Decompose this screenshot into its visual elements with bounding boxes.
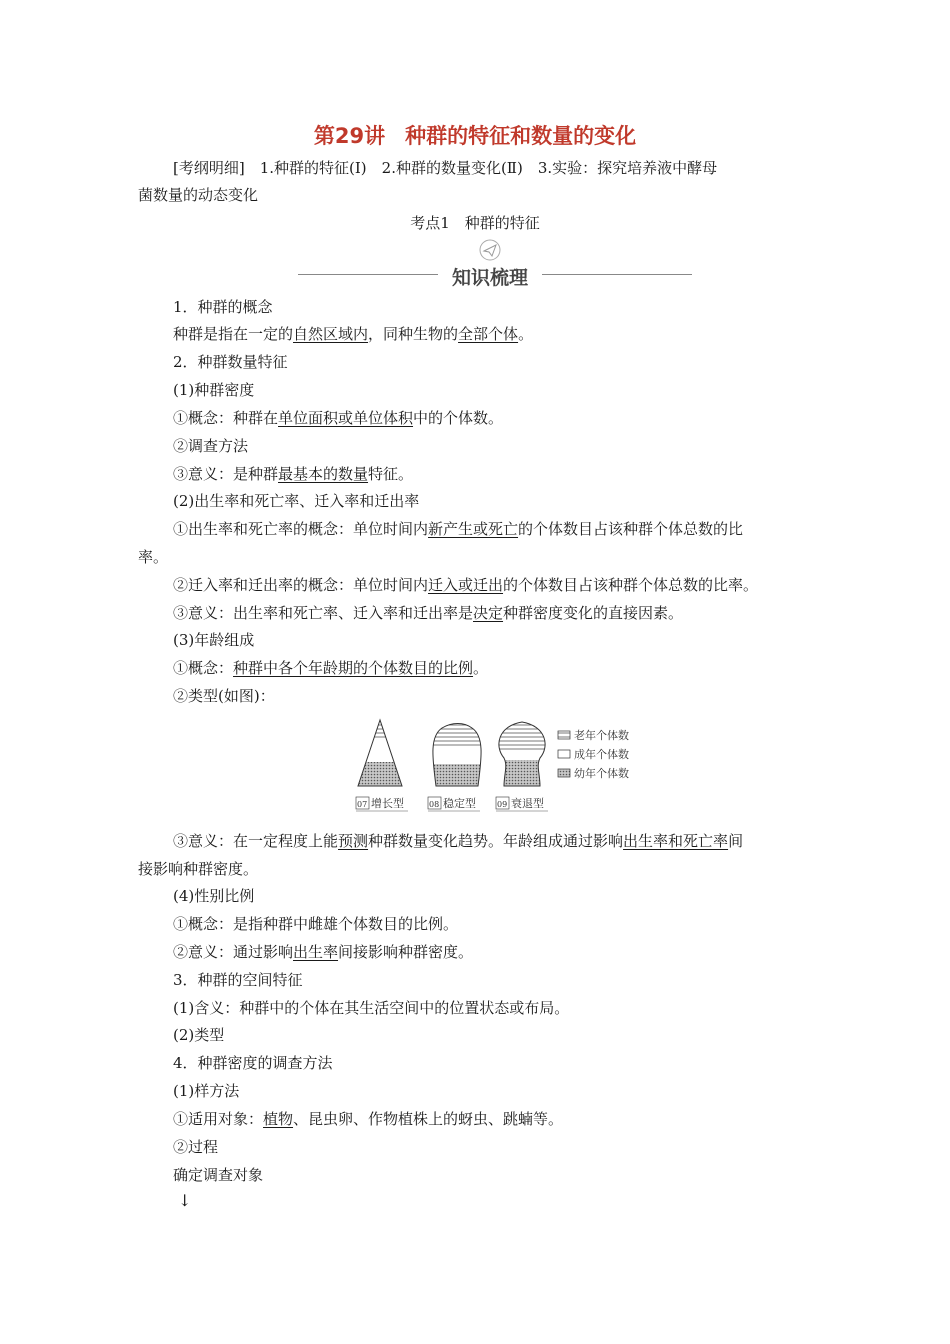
paragraph: ③意义：出生率和死亡率、迁入率和迁出率是决定种群密度变化的直接因素。: [173, 604, 684, 622]
paragraph: ②迁入率和迁出率的概念：单位时间内迁入或迁出的个体数目占该种群个体总数的比率。: [173, 576, 759, 594]
heading-4: 4．种群密度的调查方法: [173, 1054, 333, 1072]
down-arrow-icon: ↓: [178, 1191, 192, 1210]
figure-legend: [558, 728, 629, 780]
answer-blank: 出生率和死亡率: [623, 832, 729, 850]
paragraph: ①概念：种群中各个年龄期的个体数目的比例。: [173, 659, 489, 677]
legend-young: 幼年个体数: [574, 767, 629, 780]
label-declining: 衰退型: [511, 797, 544, 810]
heading-rule-left: [298, 274, 438, 275]
answer-blank: 最基本的数量: [278, 465, 369, 483]
paragraph: ②调查方法: [173, 437, 249, 455]
heading-rule-right: [542, 274, 692, 275]
paragraph: ②意义：通过影响出生率间接影响种群密度。: [173, 943, 474, 961]
svg-text:09: 09: [497, 800, 508, 809]
answer-blank: 全部个体: [458, 325, 519, 343]
paragraph: ①概念：种群在单位面积或单位体积中的个体数。: [173, 409, 504, 427]
point-title: 考点1 种群的特征: [410, 214, 540, 232]
paragraph: (1)含义：种群中的个体在其生活空间中的位置状态或布局。: [173, 999, 570, 1017]
heading-1: 1．种群的概念: [173, 298, 273, 316]
answer-blank: 种群中各个年龄期的个体数目的比例: [233, 659, 474, 677]
heading-3: 3．种群的空间特征: [173, 971, 303, 989]
syllabus-line-1: [考纲明细] 1.种群的特征(Ⅰ) 2.种群的数量变化(Ⅱ) 3.实验：探究培养液中酵母: [173, 159, 718, 177]
heading-2: 2．种群数量特征: [173, 353, 288, 371]
svg-text:07: 07: [357, 800, 368, 809]
subheading: (3)年龄组成: [173, 631, 255, 649]
syllabus-line-2: 菌数量的动态变化: [138, 186, 259, 204]
legend-old: 老年个体数: [574, 729, 629, 742]
lesson-topic: 种群的特征和数量的变化: [405, 124, 637, 148]
answer-blank: 决定: [473, 604, 504, 622]
lesson-number: 第29讲: [313, 124, 386, 148]
subheading: (1)种群密度: [173, 381, 255, 399]
answer-blank: 自然区域内: [293, 325, 369, 343]
label-stable: 稳定型: [443, 797, 476, 810]
paragraph-continued: 接影响种群密度。: [138, 860, 259, 878]
label-growth: 增长型: [371, 797, 404, 810]
paper-plane-icon: [478, 239, 502, 261]
subheading: (2)类型: [173, 1026, 225, 1044]
paragraph-continued: 率。: [138, 548, 169, 566]
paragraph: ①概念：是指种群中雌雄个体数目的比例。: [173, 915, 459, 933]
answer-blank: 新产生或死亡: [428, 520, 519, 538]
figure-labels: [356, 796, 548, 811]
svg-text:08: 08: [429, 800, 440, 809]
section-heading-bar: [0, 263, 950, 287]
paragraph: ③意义：是种群最基本的数量特征。: [173, 465, 414, 483]
age-structure-figure: [352, 716, 652, 816]
legend-adult: 成年个体数: [574, 748, 629, 761]
paragraph: ②过程: [173, 1138, 219, 1156]
flow-step: 确定调查对象: [173, 1166, 264, 1184]
answer-blank: 植物: [263, 1110, 294, 1128]
section-heading: 知识梳理: [451, 267, 528, 289]
answer-blank: 迁入或迁出: [428, 576, 504, 594]
paragraph: ③意义：在一定程度上能预测种群数量变化趋势。年龄组成通过影响出生率和死亡率间: [173, 832, 744, 850]
answer-blank: 单位面积或单位体积: [278, 409, 414, 427]
paragraph: ②类型(如图)：: [173, 687, 275, 705]
paragraph: ①出生率和死亡率的概念：单位时间内新产生或死亡的个体数目占该种群个体总数的比: [173, 520, 744, 538]
subheading: (1)样方法: [173, 1082, 240, 1100]
paragraph: ①适用对象：植物、昆虫卵、作物植株上的蚜虫、跳蝻等。: [173, 1110, 564, 1128]
paragraph: 种群是指在一定的自然区域内，同种生物的全部个体。: [173, 325, 534, 343]
answer-blank: 预测: [338, 832, 369, 850]
subheading: (4)性别比例: [173, 887, 255, 905]
answer-blank: 出生率: [293, 943, 339, 961]
lesson-title: [0, 120, 950, 150]
subheading: (2)出生率和死亡率、迁入率和迁出率: [173, 492, 420, 510]
